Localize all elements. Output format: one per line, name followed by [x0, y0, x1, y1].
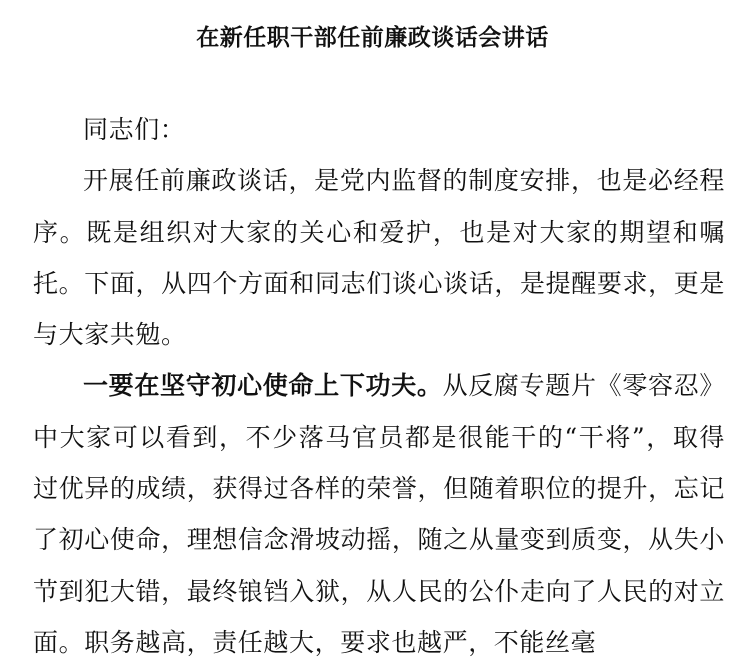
document-body — [33, 104, 725, 668]
paragraph-lead-heading: 一要在坚守初心使命上下功夫。 — [83, 371, 443, 401]
paragraph — [33, 360, 725, 668]
paragraph-text: 开展任前廉政谈话，是党内监督的制度安排，也是必经程序。既是组织对大家的关心和爱护，也是对大家的期望和嘱托。下面，从四个方面和同志们谈心谈话，是提醒要求，更是与大家共勉。 — [33, 166, 725, 350]
document-title: 在新任职干部任前廉政谈话会讲话 — [196, 25, 549, 51]
paragraph — [33, 155, 725, 360]
salutation: 同志们： — [83, 115, 186, 144]
paragraph-text: 从反腐专题片《零容忍》中大家可以看到，不少落马官员都是很能干的“干将”，取得过优异的成绩，获得过各样的荣誉，但随着职位的提升，忘记了初心使命，理想信念滑坡动摇，随之从量变到质变，从失小节到犯大错，最终锒铛入狱，从人民的公仆走向了人民的对立面。职务越高，责任越大，要求也越严，不能丝毫 — [33, 371, 725, 657]
